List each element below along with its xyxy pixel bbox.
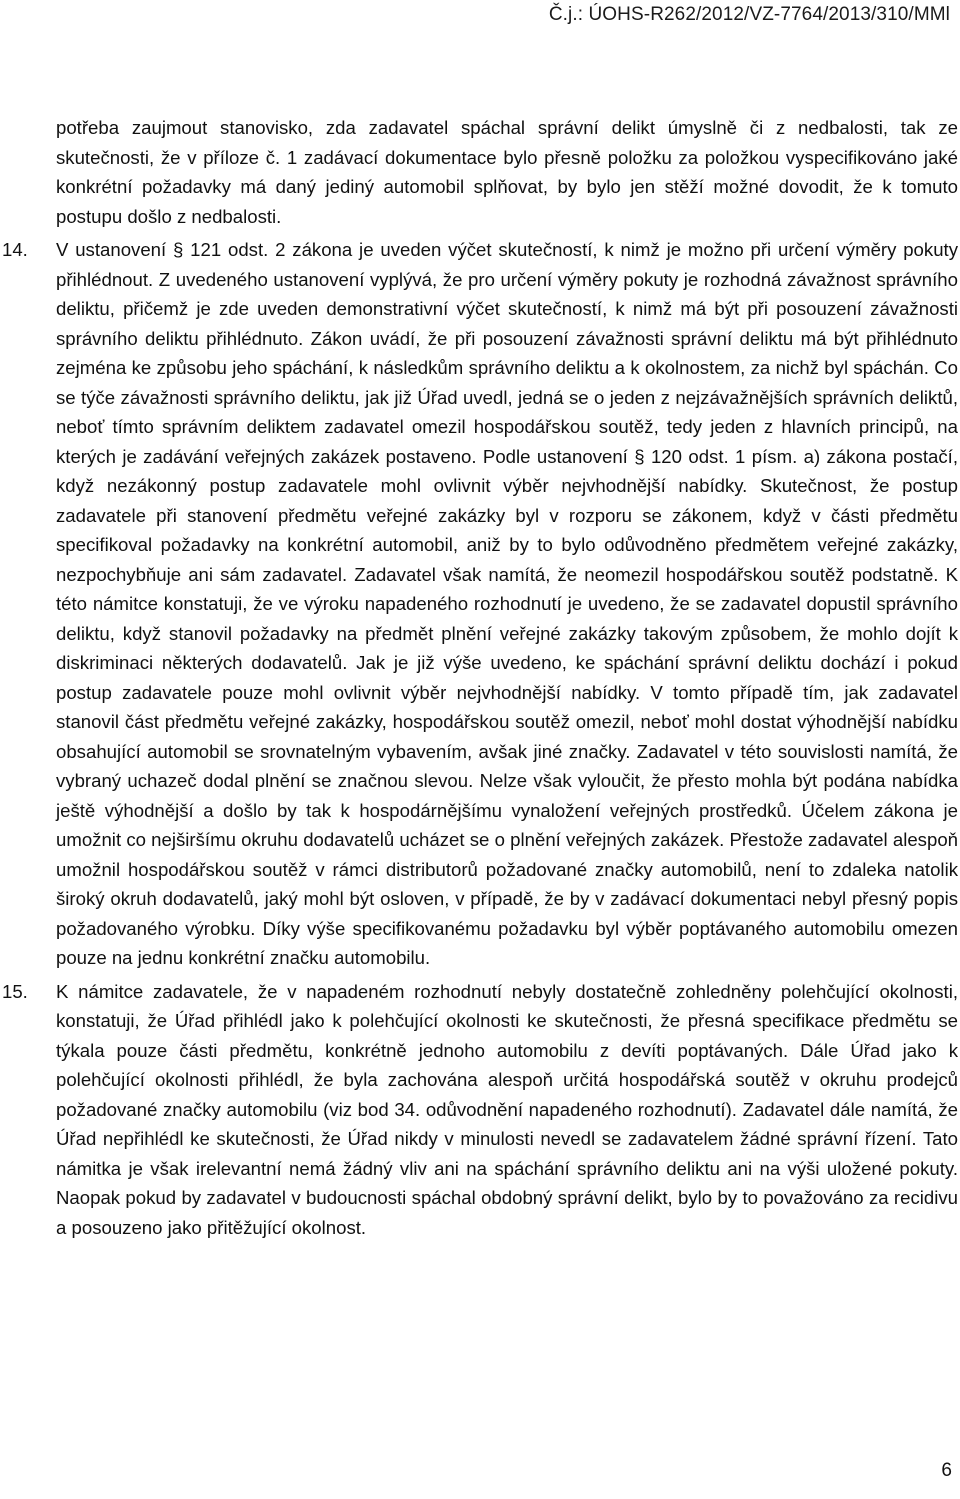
- page-number: 6: [941, 1460, 952, 1481]
- paragraph-number: 15.: [2, 980, 28, 1002]
- paragraph-15: [2, 977, 958, 1243]
- paragraph-continuation: [56, 113, 958, 231]
- paragraph-text: K námitce zadavatele, že v napadeném rozhodnutí nebyly dostatečně zohledněny polehčující okolnosti, konstatuji, že Úřad přihlédl jako k polehčující okolnosti ke skutečnosti, že přesná specifikace předmětu se týkala pouze části předmětu, konkrétně jednoho automobilu z devíti poptávaných. Dále Úřad jako k polehčující okolnosti přihlédl, že byla zachována alespoň určitá hospodářská soutěž v okruhu prodejců požadované značky automobilu (viz bod 34. odůvodnění napadeného rozhodnutí). Zadavatel dále namítá, že Úřad nepřihlédl ke skutečnosti, že Úřad nikdy v minulosti nevedl se zadavatelem žádné správní řízení. Tato námitka je však irelevantní nemá žádný vliv ani na spáchání správního deliktu ani na výši uložené pokuty. Naopak pokud by zadavatel v budoucnosti spáchal obdobný správní delikt, bylo by to považováno za recidivu a posouzeno jako přitěžující okolnost.: [56, 980, 958, 1238]
- paragraph-number: 14.: [2, 239, 28, 260]
- paragraph-text: V ustanovení § 121 odst. 2 zákona je uveden výčet skutečností, k nimž je možno při určení výměry pokuty přihlédnout. Z uvedeného ustanovení vyplývá, že pro určení výměry pokuty je rozhodná závažnost správního deliktu, přičemž je zde uveden demonstrativní výčet skutečností, k nimž má být při posouzení závažnosti správního deliktu přihlédnuto. Zákon uvádí, že při posouzení závažnosti správní deliktu má být přihlédnuto zejména ke způsobu jeho spáchání, k následkům správního deliktu a k okolnostem, za nichž byl spáchán. Co se týče závažnosti správního deliktu, jak již Úřad uvedl, jedná se o jeden z nejzávažnějších správních deliktů, neboť tímto správním deliktem zadavatel omezil hospodářskou soutěž, tedy jeden z hlavních principů, na kterých je zadávání veřejných zakázek postaveno. Podle ustanovení § 120 odst. 1 písm. a) zákona postačí, když nezákonný postup zadavatele mohl ovlivnit výběr nejvhodnější nabídky. Skutečnost, že postup zadavatele při stanovení předmětu veřejné zakázky byl v rozporu se zákonem, když v části předmětu specifikoval požadavky na konkrétní automobil, aniž by to bylo odůvodněno předmětem veřejné zakázky, nezpochybňuje ani sám zadavatel. Zadavatel však namítá, že neomezil hospodářskou soutěž podstatně. K této námitce konstatuji, že ve výroku napadeného rozhodnutí je uvedeno, že se zadavatel dopustil správního deliktu, když stanovil požadavky na předmět plnění veřejné zakázky takovým způsobem, že mohlo dojít k diskriminaci některých dodavatelů. Jak je již výše uvedeno, ke spáchání správní deliktu dochází i pokud postup zadavatele pouze mohl ovlivnit výběr nejvhodnější nabídky. V tomto případě tím, jak zadavatel stanovil část předmětu veřejné zakázky, hospodářskou soutěž omezil, neboť mohl dostat výhodnější nabídku obsahující automobil se srovnatelným vybavením, avšak jiné značky. Zadavatel v této souvislosti namítá, že vybraný uchazeč dodal plnění se značnou slevou. Nelze však vyloučit, že přesto mohla být podána nabídka ještě výhodnější a došlo by tak k hospodárnějšímu vynaložení veřejných prostředků. Účelem zákona je umožnit co nejširšímu okruhu dodavatelů ucházet se o plnění veřejných zakázek. Přestože zadavatel alespoň umožnil hospodářskou soutěž v rámci distributorů požadované značky automobilů, není to zdaleka natolik široký okruh dodavatelů, jaký mohl být osloven, v případě, že by v zadávací dokumentaci nebyl přesný popis požadovaného výrobku. Díky výše specifikovanému požadavku byl výběr poptávaného automobilu omezen pouze na jednu konkrétní značku automobilu.: [56, 239, 958, 968]
- document-body: [2, 113, 958, 1246]
- paragraph-14: [2, 235, 958, 973]
- case-reference: Č.j.: ÚOHS-R262/2012/VZ-7764/2013/310/MMl: [548, 4, 950, 25]
- paragraph-text: potřeba zaujmout stanovisko, zda zadavatel spáchal správní delikt úmyslně či z nedbalosti, tak ze skutečnosti, že v příloze č. 1 zadávací dokumentace bylo přesně položku za položkou vyspecifikováno jaké konkrétní požadavky má daný jediný automobil splňovat, by bylo jen stěží možné dovodit, že k tomuto postupu došlo z nedbalosti.: [56, 117, 958, 227]
